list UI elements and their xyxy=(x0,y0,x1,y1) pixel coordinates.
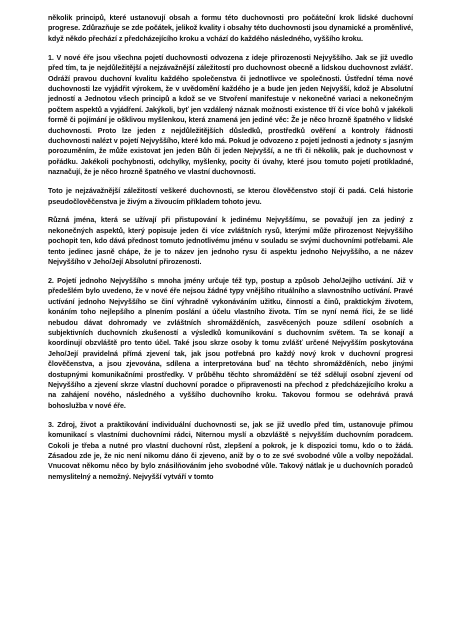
paragraph-principle-3: 3. Zdroj, život a praktikování individuální duchovnosti se, jak se již uvedlo před tím, ustanovuje přímou komunikací s vlastními duchovními rádci, Niternou myslí a obzvláště s nejvyšším duchovním poradcem. Cokoli je třeba a nutné pro vlastní duchovní růst, zlepšení a pokrok, je k dispozici tomu, kdo o to žádá. Zásadou zde je, že nic není nikomu dáno či zjeveno, aniž by o to ze své svobodné vůle a volby nepožádal. Vnucovat někomu něco by bylo znásilňováním jeho svobodné vůle. Takový nátlak je u duchovních poradců nemyslitelný a nemožný. Nejvyšší vytváří v tomto xyxy=(48,420,413,481)
paragraph-intro-continuation: několik principů, které ustanovují obsah a formu této duchovnosti pro počáteční krok lidské duchovní progrese. Zdůrazňuje se zde počátek, jelikož kvality i obsahy této duchovnosti jsou dynamické a proměnlivé, když někdo přechází z předcházejícího kroku a vchází do každého následného, vyššího kroku. xyxy=(48,14,413,43)
paragraph-principle-2: 2. Pojetí jednoho Nejvyššího s mnoha jmény určuje též typ, postup a způsob Jeho/Jejího uctívání. Již v předešlém bylo uvedeno, že v nové éře nejsou žádné typy vnějšího rituálního a slavnostního uctívání. Pravé uctívání jednoho Nejvyššího se činí výhradně vykonáváním užitku, činností a činů, praktickým životem, konáním toho nejlepšího a plnením poslání a účelu vlastního života. Tím se nyní nemá říci, že se lidé nebudou dávat dohromady ve zvláštních shromážděních, zasvěcených pouze sdílení osobních a subjektivních duchovních zkušeností a výsledků komunikování s duchovním světem. Ta se konají a koordinují obzvláště pro tento účel. Také jsou skrze osoby k tomu zvlášť určené Nejvyšším poskytována Jeho/Její pravidelná přímá zjevení tak, jak jsou potřebná pro každý nový krok v duchovní progresi člověčenstva, a jsou zjevována, sdílena a interpretována buď na těchto shromážděních, nebo jinými dostupnými komunikačními prostředky. V průběhu těchto shromáždění se též sdělují osobní zjevení od Nejvyššího a zjevení skrze vlastní duchovní poradce o připravenosti na přechod z předcházejícího kroku a na zahájení nového, následného a vyššího duchovního kroku. Takovou formou se odehrává pravá bohoslužba v nové éře. xyxy=(48,276,413,410)
paragraph-most-important-matter: Toto je nejzávažnější záležitostí veškeré duchovnosti, se kterou člověčenstvo stojí či padá. Celá historie pseudočlověčenstva je živým a živoucím příkladem tohoto jevu. xyxy=(48,187,413,206)
paragraph-principle-1: 1. V nové éře jsou všechna pojetí duchovnosti odvozena z ideje přirozenosti Nejvyššího. Jak se již uvedlo před tím, ta je nejdůležitější a nejzávažnější záležitostí pro duchovnost obecně a lidskou duchovnost zvlášť. Odráží pravou duchovní kvalitu každého společenstva či jednotlivce ve společnosti. Ústřední téma nové duchovnosti lze vyjádřit výrokem, že v uvědomění každého je a bude jen jeden Nejvyšší, kdož je Absolutní jedností a Jednotou všech principů a kdož se ve Stvoření manifestuje v nekonečné variaci a nekonečným počtem aspektů a vyjádření. Jakýkoli, byť jen vzdálený náznak možnosti existence tří či více bohů v jakékoli formě či pojímání je ošklivou myšlenkou, která znamená jen jediné věc: Že je něco hrozně špatného v lidské duchovnosti. Proto lze jeden z nejdůležitějších důsledků, prostředků ověření a kontroly řádnosti duchovnosti nalézt v pojetí Nejvyššího, které kdo má. Pokud je odvozeno z pojetí jednosti a jednoty s jasným porozuměním, že může existovat jen jeden Bůh či jeden Nejvyšší, a ne tři či několik, pak je duchovnost v pořádku. Jakékoli pochybnosti, odchylky, myšlenky, pocity či úvahy, které jsou tomuto pojetí protikladné, naznačují, že je něco hrozně špatného ve vlastní duchovnosti. xyxy=(48,53,413,177)
paragraph-various-names: Různá jména, která se užívají při přistupování k jedinému Nejvyššímu, se považují jen za jediný z nekonečných aspektů, který popisuje jeden či více zvláštních rysů, kterými může přirozenost Nejvyššího pochopit ten, kdo dává přednost tomuto jednotlivému jménu v souladu se svými duchovními potřebami. Ale tento jedinec jasně chápe, že je to název jen jednoho rysu či aspektu jednoho Nejvyššího, a ne název Nejvyššího v Jeho/Její Absolutní přirozenosti. xyxy=(48,216,413,267)
